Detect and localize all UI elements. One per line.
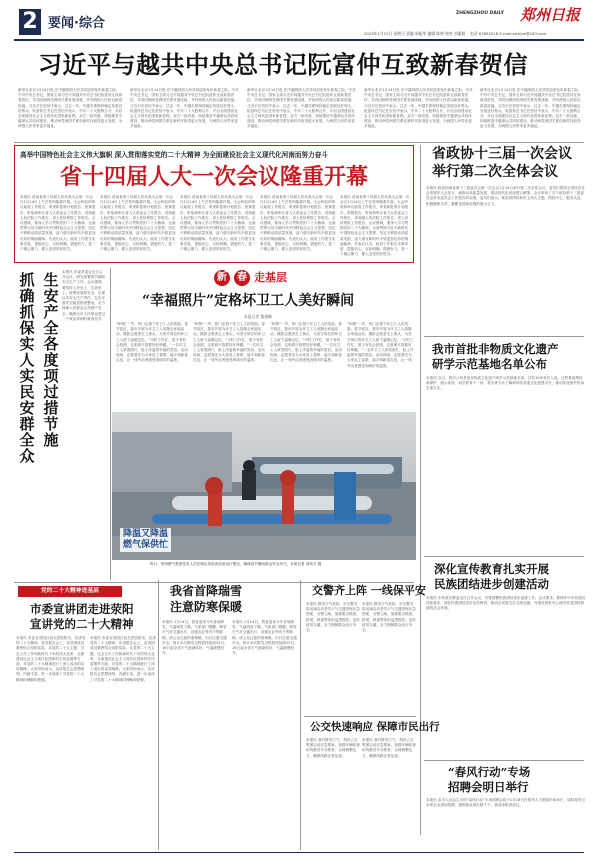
heritage-title-2: 研学示范基地名单公布 xyxy=(432,357,547,371)
left-title-char: 众 xyxy=(19,447,35,465)
spring-banner-right: 春 xyxy=(234,270,250,286)
divider xyxy=(424,336,584,337)
left-title-char: 全 xyxy=(19,431,35,449)
npc-body-col3: 本报讯 河南省第十四届人民代表大会第一次会议1月14日上午在郑州隆重开幕。大会听取和审议政府工作报告，审查和批准计划报告、预算报告，听取和审议省人大常委会工作报告、省高级人民法院工作报告、省人民检察院工作报告。会议强调，要深入学习贯彻党的二十大精神，全面贯彻习近平新时代中国特色社会主义思想，坚定不移推动高质量发展，奋力谱写新时代中原更加出彩的绚丽篇章。代表们认为，政府工作报告实事求是、提振信心，目标明确、措施有力，是一个凝心聚力、催人奋进的好报告。 xyxy=(180,195,256,252)
lead-body-col4: 新华社北京1月14日电 在中越两国人民共同迎来兔年新春之际，中共中央总书记、国家主席习近平同越共中央总书记阮富仲互致新春贺信，共同回顾两党两国关系发展成就，并向两国人民致以新春祝福。习近平在贺信中表示，过去一年，中越关系保持稳定发展良好势头。阮富仲总书记在贺信中表示，中共二十大胜利召开，开启全面建设社会主义现代化国家新征程。双方一致同意，持续推进中越命运共同体建设，推动两党两国关系在新时代取得更大发展，为两国人民带来更多福祉。 xyxy=(364,88,473,129)
civ-title-2: 民族团结进步创建活动 xyxy=(434,577,549,591)
divider xyxy=(300,580,301,850)
spring-banner-tail: 走基层 xyxy=(254,271,287,284)
lead-body-col3: 新华社北京1月14日电 在中越两国人民共同迎来兔年新春之际，中共中央总书记、国家主席习近平同越共中央总书记阮富仲互致新春贺信，共同回顾两党两国关系发展成就，并向两国人民致以新春祝福。习近平在贺信中表示，过去一年，中越关系保持稳定发展良好势头。阮富仲总书记在贺信中表示，中共二十大胜利召开，开启全面建设社会主义现代化国家新征程。双方一致同意，持续推进中越命运共同体建设，推动两党两国关系在新时代取得更大发展，为两国人民带来更多福祉。 xyxy=(247,88,356,129)
civ-body: 本报讯 市民族宗教委近日召开会议，安排部署民族团结进步创建工作。会议要求，要铸牢中华民族共同体意识，深化民族团结进步宣传教育，推动各民族交往交流交融，为建设国家中心城市营造团结和谐的社会环境。 xyxy=(426,596,586,611)
left-title-char: 生 xyxy=(43,271,59,289)
left-title-char: 安 xyxy=(19,399,35,417)
party-body-col2: 本报讯 市委宣讲团日前走进荥阳市，宣讲党的二十大精神。宣讲报告会上，宣讲团成员紧密结合荥阳实际，从党的二十大主题、过去五年工作和新时代十年的伟大变革、全面建设社会主义现代化国家的宏伟蓝图等方面，对党的二十大精神进行了深入浅出的宣讲阐释。大家纷纷表示，宣讲报告会思想深刻、内涵丰富，进一步加深了对党的二十大精神的理解和把握。 xyxy=(90,636,156,682)
left-title-char: 安 xyxy=(43,287,59,305)
left-title-char: 过 xyxy=(43,383,59,401)
left-title-char: 人 xyxy=(19,351,35,369)
left-title-char: 抓 xyxy=(19,303,35,321)
divider xyxy=(14,582,414,583)
spring-body-col2: “咔嚓”一声，快门定格下环卫工人的笑脸。春节临近，我市开展为环卫工人拍摄全家福活动，摄影志愿者走上街头，为坚守岗位的环卫工人留下温暖记忆。“平时工作忙，很少有机会拍照，这张照片我要好好珍藏。”一名环卫工人拿着照片，脸上洋溢着幸福的笑容。活动现场，志愿者还为大家送上春联、福字和新春礼包，让一线劳动者感受到城市的温度。 xyxy=(193,322,265,363)
npc-kicker: 高举中国特色社会主义伟大旗帜 深入贯彻落实党的二十大精神 为全面建设社会主义现代化河南而努力奋斗 xyxy=(20,151,328,159)
photo-overlay-line1: 降温又降温 xyxy=(123,529,169,539)
bottom-rule xyxy=(14,852,584,853)
divider xyxy=(158,580,159,850)
left-title-char: 实 xyxy=(19,367,35,385)
spring-banner-left: 新 xyxy=(214,270,230,286)
traffic-title: 交警齐上阵 一线保平安 xyxy=(312,584,426,597)
public-body-col1: 本报讯 面对降雪天气，郑州公交集团启动应急预案，加强车辆检查和驾驶员安全教育，合理调整运力，确保线路正常运营。 xyxy=(306,738,360,758)
divider xyxy=(424,556,584,557)
divider xyxy=(14,142,584,143)
lead-body-col5: 新华社北京1月14日电 在中越两国人民共同迎来兔年新春之际，中共中央总书记、国家主席习近平同越共中央总书记阮富仲互致新春贺信，共同回顾两党两国关系发展成就，并向两国人民致以新春祝福。习近平在贺信中表示，过去一年，中越关系保持稳定发展良好势头。阮富仲总书记在贺信中表示，中共二十大胜利召开，开启全面建设社会主义现代化国家新征程。双方一致同意，持续推进中越命运共同体建设，推动两党两国关系在新时代取得更大发展，为两国人民带来更多福祉。 xyxy=(480,88,582,129)
traffic-body-col1: 本报讯 降雪天气来临，市交警支队迅速启动恶劣天气交通管理应急预案，全警上路，加强重点路段、桥梁、坡道等处的巡逻管控，及时疏导交通，全力保障群众出行安全。 xyxy=(306,602,360,633)
left-title-char: 全 xyxy=(43,319,59,337)
left-title-char: 实 xyxy=(19,335,35,353)
lead-body-col1: 新华社北京1月14日电 在中越两国人民共同迎来兔年新春之际，中共中央总书记、国家主席习近平同越共中央总书记阮富仲互致新春贺信，共同回顾两党两国关系发展成就，并向两国人民致以新春祝福。习近平在贺信中表示，过去一年，中越关系保持稳定发展良好势头。阮富仲总书记在贺信中表示，中共二十大胜利召开，开启全面建设社会主义现代化国家新征程。双方一致同意，持续推进中越命运共同体建设，推动两党两国关系在新时代取得更大发展，为两国人民带来更多福祉。 xyxy=(18,88,123,129)
paper-en-name: ZHENGZHOU DAILY xyxy=(456,11,504,16)
lead-headline: 习近平与越共中央总书记阮富仲互致新春贺信 xyxy=(38,50,528,79)
section-name: 要闻·综合 xyxy=(48,16,105,31)
civ-title-1: 深化宣传教育扎实开展 xyxy=(434,562,549,576)
npc-body-col4: 本报讯 河南省第十四届人民代表大会第一次会议1月14日上午在郑州隆重开幕。大会听取和审议政府工作报告，审查和批准计划报告、预算报告，听取和审议省人大常委会工作报告、省高级人民法院工作报告、省人民检察院工作报告。会议强调，要深入学习贯彻党的二十大精神，全面贯彻习近平新时代中国特色社会主义思想，坚定不移推动高质量发展，奋力谱写新时代中原更加出彩的绚丽篇章。代表们认为，政府工作报告实事求是、提振信心，目标明确、措施有力，是一个凝心聚力、催人奋进的好报告。 xyxy=(260,195,336,252)
heritage-title-1: 我市首批非物质文化遗产 xyxy=(432,342,559,356)
left-title-char: 群 xyxy=(19,415,35,433)
left-title-char: 施 xyxy=(43,431,59,449)
party-banner: 党的二十大精神进基层 xyxy=(18,586,122,597)
npc-title: 省十四届人大一次会议隆重开幕 xyxy=(60,164,369,190)
heritage-body: 本报讯 近日，我市公布首批非物质文化遗产研学示范基地名单，共有10家单位入选。这些基地集传承保护、展示体验、研学教育于一体，将为青少年了解和体验非遗文化搭建平台，推动非遗保护传承走深走实。 xyxy=(426,376,585,391)
snow-title-1: 我省首降瑞雪 xyxy=(170,584,243,598)
left-title-char: 保 xyxy=(19,319,35,337)
gas-station-photo xyxy=(112,412,416,560)
divider xyxy=(304,716,416,717)
divider xyxy=(110,268,111,580)
cppcc-title-2: 举行第二次全体会议 xyxy=(432,164,558,180)
photo-overlay-label xyxy=(120,528,171,552)
spring-title: “幸福照片”定格坏卫工人美好瞬间 xyxy=(142,293,355,309)
photo-caption: 昨日，郑州燃气集团技术人员在调压站检查设备运行情况，确保春节期间群众安全用气。本报记者 刘伟平 摄 xyxy=(150,562,322,566)
left-title-char: 产 xyxy=(43,303,59,321)
party-body-col1: 本报讯 市委宣讲团日前走进荥阳市，宣讲党的二十大精神。宣讲报告会上，宣讲团成员紧密结合荥阳实际，从党的二十大主题、过去五年工作和新时代十年的伟大变革、全面建设社会主义现代化国家的宏伟蓝图等方面，对党的二十大精神进行了深入浅出的宣讲阐释。大家纷纷表示，宣讲报告会思想深刻、内涵丰富，进一步加深了对党的二十大精神的理解和把握。 xyxy=(16,636,86,682)
left-title-char: 项 xyxy=(43,367,59,385)
left-title-char: 度 xyxy=(43,351,59,369)
spring-action-title-2: 招聘会明日举行 xyxy=(448,780,529,794)
spring-body-col1: “咔嚓”一声，快门定格下环卫工人的笑脸。春节临近，我市开展为环卫工人拍摄全家福活动，摄影志愿者走上街头，为坚守岗位的环卫工人留下温暖记忆。“平时工作忙，很少有机会拍照，这张照片我要好好珍藏。”一名环卫工人拿着照片，脸上洋溢着幸福的笑容。活动现场，志愿者还为大家送上春联、福字和新春礼包，让一线劳动者感受到城市的温度。 xyxy=(116,322,188,363)
snow-title-2: 注意防寒保暖 xyxy=(170,600,243,614)
masthead-rule xyxy=(14,39,584,41)
left-title-char: 抓 xyxy=(19,271,35,289)
photo-overlay-line2: 燃气保供忙 xyxy=(123,540,169,550)
date-line: 2023年1月15日 星期日 责编 周振华 编辑 陈婷 校对 刘素娟 xyxy=(364,31,466,36)
traffic-body-col2: 本报讯 降雪天气来临，市交警支队迅速启动恶劣天气交通管理应急预案，全警上路，加强重点路段、桥梁、坡道等处的巡逻管控，及时疏导交通，全力保障群众出行安全。 xyxy=(362,602,416,633)
spring-action-title-1: “春风行动”专场 xyxy=(448,765,531,779)
npc-body-col5: 本报讯 河南省第十四届人民代表大会第一次会议1月14日上午在郑州隆重开幕。大会听取和审议政府工作报告，审查和批准计划报告、预算报告，听取和审议省人大常委会工作报告、省高级人民法院工作报告、省人民检察院工作报告。会议强调，要深入学习贯彻党的二十大精神，全面贯彻习近平新时代中国特色社会主义思想，坚定不移推动高质量发展，奋力谱写新时代中原更加出彩的绚丽篇章。代表们认为，政府工作报告实事求是、提振信心，目标明确、措施有力，是一个凝心聚力、催人奋进的好报告。 xyxy=(340,195,410,257)
npc-body-col2: 本报讯 河南省第十四届人民代表大会第一次会议1月14日上午在郑州隆重开幕。大会听取和审议政府工作报告，审查和批准计划报告、预算报告，听取和审议省人大常委会工作报告、省高级人民法院工作报告、省人民检察院工作报告。会议强调，要深入学习贯彻党的二十大精神，全面贯彻习近平新时代中国特色社会主义思想，坚定不移推动高质量发展，奋力谱写新时代中原更加出彩的绚丽篇章。代表们认为，政府工作报告实事求是、提振信心，目标明确、措施有力，是一个凝心聚力、催人奋进的好报告。 xyxy=(100,195,176,252)
cppcc-body: 本报讯 政协河南省第十三届委员会第一次会议1月14日举行第二次全体会议。委员们围绕全省经济社会发展作大会发言，就推动高质量发展、建设现代化河南建言献策。会议听取了关于政协第十三届委员会常务委员会工作报告的说明。委员们表示，要坚持团结和民主两大主题，围绕中心、服务大局，积极履职尽责，凝聚奋进新征程的强大合力。 xyxy=(426,186,585,206)
spring-body-col4: “咔嚓”一声，快门定格下环卫工人的笑脸。春节临近，我市开展为环卫工人拍摄全家福活动，摄影志愿者走上街头，为坚守岗位的环卫工人留下温暖记忆。“平时工作忙，很少有机会拍照，这张照片我要好好珍藏。”一名环卫工人拿着照片，脸上洋溢着幸福的笑容。活动现场，志愿者还为大家送上春联、福字和新春礼包，让一线劳动者感受到城市的温度。 xyxy=(347,322,414,368)
public-body-col2: 本报讯 面对降雪天气，郑州公交集团启动应急预案，加强车辆检查和驾驶员安全教育，合理调整运力，确保线路正常运营。 xyxy=(362,738,416,758)
public-title: 公交快速响应 保障市民出行 xyxy=(310,721,440,733)
left-title-char: 措 xyxy=(43,399,59,417)
left-title-char: 确 xyxy=(19,287,35,305)
left-title-char: 节 xyxy=(43,415,59,433)
party-title-1: 市委宣讲团走进荥阳 xyxy=(30,602,134,616)
masthead xyxy=(0,0,598,44)
spring-action-body: 本报讯 由市人社局主办的“春风行动”专场招聘会将于1月16日在郑州人力资源市场举行，届时将有百余家企业进场招聘，提供就业岗位数千个，欢迎求职者前往。 xyxy=(426,798,586,808)
left-title-char: 各 xyxy=(43,335,59,353)
party-title-2: 宣讲党的二十大精神 xyxy=(30,617,134,631)
spring-banner xyxy=(214,270,324,286)
divider xyxy=(424,760,584,761)
left-title-char: 民 xyxy=(19,383,35,401)
lead-body-col2: 新华社北京1月14日电 在中越两国人民共同迎来兔年新春之际，中共中央总书记、国家主席习近平同越共中央总书记阮富仲互致新春贺信，共同回顾两党两国关系发展成就，并向两国人民致以新春祝福。习近平在贺信中表示，过去一年，中越关系保持稳定发展良好势头。阮富仲总书记在贺信中表示，中共二十大胜利召开，开启全面建设社会主义现代化国家新征程。双方一致同意，持续推进中越命运共同体建设，推动两党两国关系在新时代取得更大发展，为两国人民带来更多福祉。 xyxy=(130,88,239,129)
spring-body-col3: “咔嚓”一声，快门定格下环卫工人的笑脸。春节临近，我市开展为环卫工人拍摄全家福活动，摄影志愿者走上街头，为坚守岗位的环卫工人留下温暖记忆。“平时工作忙，很少有机会拍照，这张照片我要好好珍藏。”一名环卫工人拿着照片，脸上洋溢着幸福的笑容。活动现场，志愿者还为大家送上春联、福字和新春礼包，让一线劳动者感受到城市的温度。 xyxy=(270,322,342,363)
contact-line: 电话 67655216 E-mail:zzrbyw@163.com xyxy=(470,31,547,36)
npc-body-col1: 本报讯 河南省第十四届人民代表大会第一次会议1月14日上午在郑州隆重开幕。大会听取和审议政府工作报告，审查和批准计划报告、预算报告，听取和审议省人大常委会工作报告、省高级人民法院工作报告、省人民检察院工作报告。会议强调，要深入学习贯彻党的二十大精神，全面贯彻习近平新时代中国特色社会主义思想，坚定不移推动高质量发展，奋力谱写新时代中原更加出彩的绚丽篇章。代表们认为，政府工作报告实事求是、提振信心，目标明确、措施有力，是一个凝心聚力、催人奋进的好报告。 xyxy=(20,195,96,252)
cppcc-title-1: 省政协十三届一次会议 xyxy=(432,146,572,162)
spring-byline: 本报记者 董建峰 xyxy=(244,314,272,319)
snow-body-col1: 本报讯 1月14日，我省迎来今冬首场降雪，气温明显下降。气象部门提醒，降雪天气对交通出行、设施农业等有不利影响，请公众注意防寒保暖，出行注意交通安全。预计本次降雪过程将持续到15日，16日起全省天气逐渐转好，气温缓慢回升。 xyxy=(162,620,228,656)
paper-logo: 郑州日报 xyxy=(520,6,581,24)
snow-body-col2: 本报讯 1月14日，我省迎来今冬首场降雪，气温明显下降。气象部门提醒，降雪天气对交通出行、设施农业等有不利影响，请公众注意防寒保暖，出行注意交通安全。预计本次降雪过程将持续到15日，16日起全省天气逐渐转好，气温缓慢回升。 xyxy=(232,620,298,656)
left-article-body: 本报讯 市委常委会近日召开会议，研究部署春节期间安全生产工作。会议强调，要坚持人民至上、生命至上，统筹发展和安全，压紧压实安全生产责任，扎实开展安全隐患排查整治，全力保障人民群众生命财产安全，确保全市人民群众度过一个欢乐祥和的新春佳节。 xyxy=(62,270,106,321)
page-number: 2 xyxy=(19,9,41,35)
